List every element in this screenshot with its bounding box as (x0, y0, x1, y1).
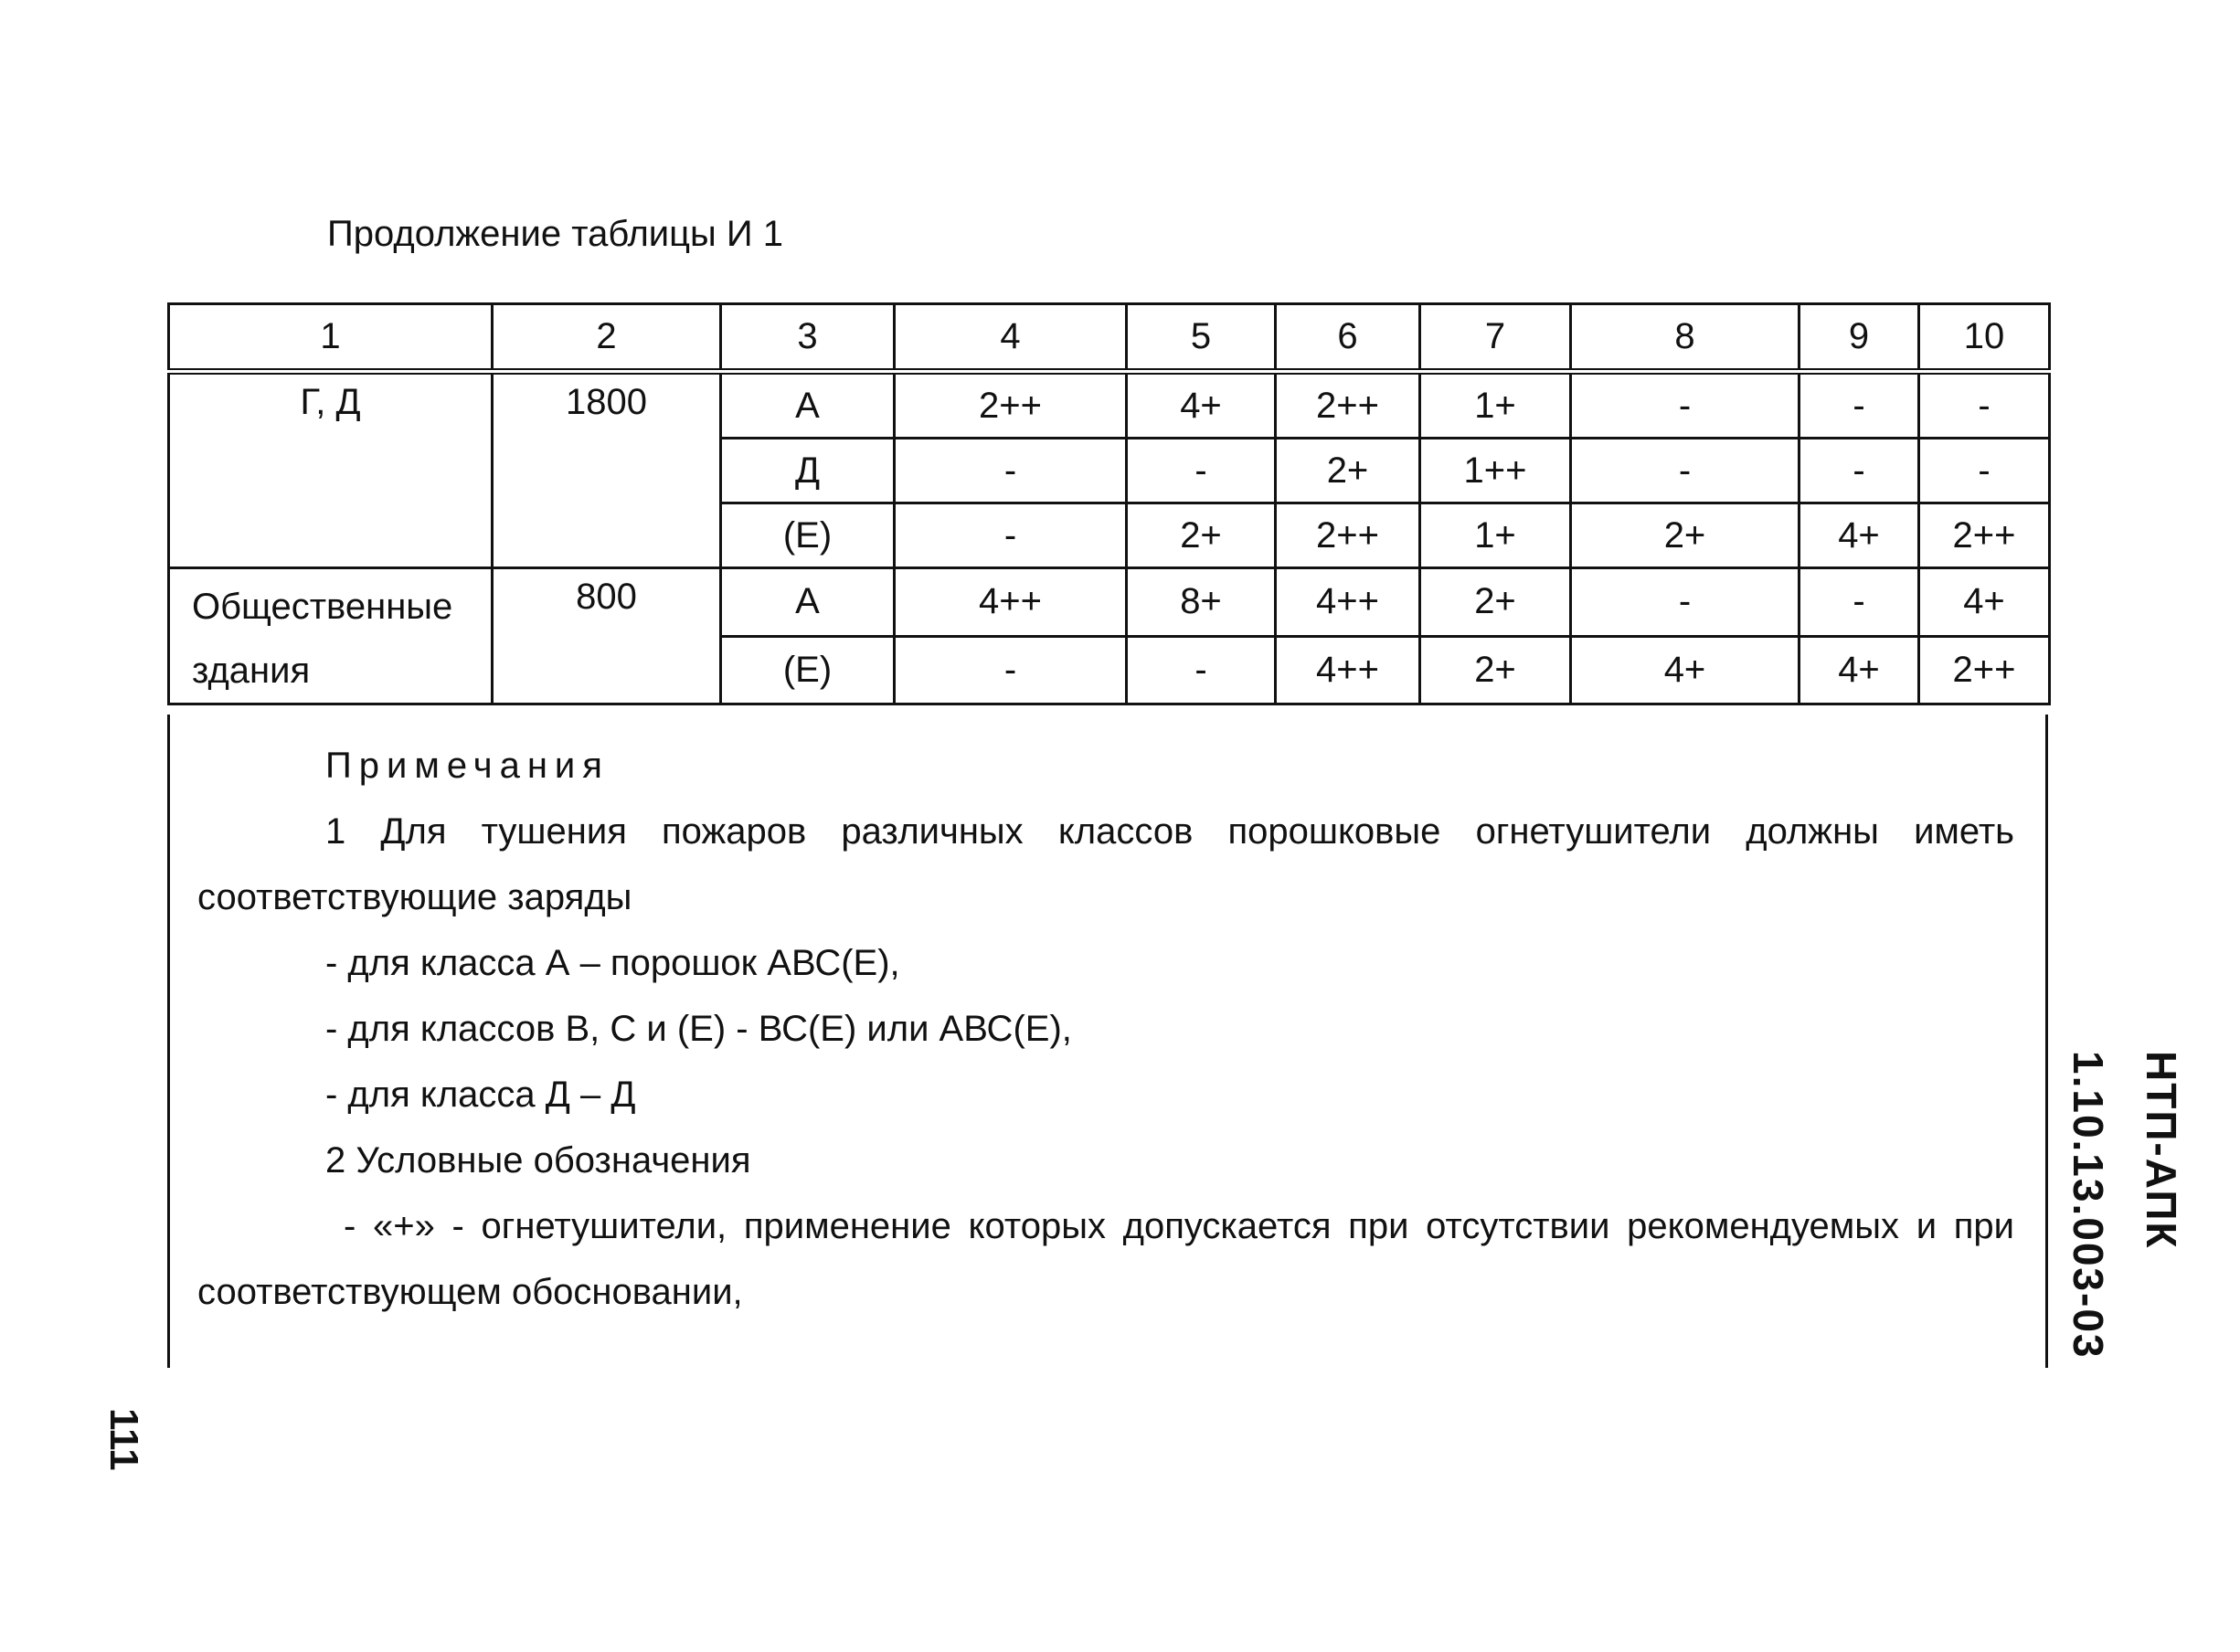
table-cell: - (1799, 568, 1919, 637)
table-cell: 2+ (1420, 636, 1571, 704)
header-cell: 3 (721, 304, 895, 372)
category-cell: Г, Д (169, 372, 493, 568)
note-plus-definition: - «+» - огнетушители, применение которых допускается при отсутствии рекомендуемых и при соответствующем обосновании, (197, 1206, 2014, 1312)
table-cell: 2+ (1571, 503, 1799, 568)
table-cell: - (1919, 372, 2050, 439)
table-cell: 1+ (1420, 503, 1571, 568)
note-line: - для класса А – порошок АВС(Е), (325, 943, 900, 983)
table-cell: 4+ (1127, 372, 1276, 439)
table-cell: - (895, 503, 1127, 568)
note-item-2: 2 Условные обозначения (325, 1140, 751, 1181)
table-cell: 2++ (1276, 372, 1420, 439)
table-caption: Продолжение таблицы И 1 (327, 214, 784, 254)
table-cell: 4++ (895, 568, 1127, 637)
table-cell: 1++ (1420, 439, 1571, 503)
header-cell: 1 (169, 304, 493, 372)
table-cell: 4+ (1799, 636, 1919, 704)
area-cell: 1800 (493, 372, 721, 568)
header-cell: 8 (1571, 304, 1799, 372)
header-cell: 7 (1420, 304, 1571, 372)
table-cell: - (1127, 439, 1276, 503)
header-cell: 10 (1919, 304, 2050, 372)
header-cell: 2 (493, 304, 721, 372)
area-cell: 800 (493, 568, 721, 704)
extinguisher-table (167, 302, 2051, 705)
class-cell: (Е) (721, 636, 895, 704)
table-cell: - (1127, 636, 1276, 704)
table-cell: 8+ (1127, 568, 1276, 637)
table-header-row (169, 304, 2050, 372)
notes-heading: Примечания (325, 746, 610, 786)
table-cell: 1+ (1420, 372, 1571, 439)
table-cell: 2++ (1919, 636, 2050, 704)
table-cell: 2++ (1919, 503, 2050, 568)
note-item-1: 1 Для тушения пожаров различных классов порошковые огнетушители должны иметь соответствующие заряды (197, 811, 2014, 917)
table-cell: - (1571, 568, 1799, 637)
table-cell: - (1571, 372, 1799, 439)
header-cell: 5 (1127, 304, 1276, 372)
table-cell: - (895, 439, 1127, 503)
note-line: - для класса Д – Д (325, 1075, 636, 1115)
table-cell: 4+ (1571, 636, 1799, 704)
table-cell: 2++ (1276, 503, 1420, 568)
class-cell: А (721, 568, 895, 637)
note-line: - для классов В, С и (Е) - ВС(Е) или АВС(Е), (325, 1009, 1072, 1049)
table-cell: - (895, 636, 1127, 704)
notes-section (167, 715, 2048, 1368)
table-cell: - (1571, 439, 1799, 503)
table-row (169, 372, 2050, 439)
table-cell: 4++ (1276, 568, 1420, 637)
header-cell: 6 (1276, 304, 1420, 372)
table-cell: 4+ (1799, 503, 1919, 568)
table-cell: 2+ (1127, 503, 1276, 568)
document-code: НТП-АПК 1.10.13.003-03 (2065, 1051, 2185, 1360)
header-cell: 4 (895, 304, 1127, 372)
table-cell: 4++ (1276, 636, 1420, 704)
table-cell: 2+ (1276, 439, 1420, 503)
table-cell: - (1799, 439, 1919, 503)
table-cell: 4+ (1919, 568, 2050, 637)
page-number: 111 (101, 1407, 146, 1471)
table-cell: 2++ (895, 372, 1127, 439)
class-cell: (Е) (721, 503, 895, 568)
table-cell: - (1799, 372, 1919, 439)
table-cell: 2+ (1420, 568, 1571, 637)
table-cell: - (1919, 439, 2050, 503)
header-cell: 9 (1799, 304, 1919, 372)
class-cell: Д (721, 439, 895, 503)
table-row (169, 568, 2050, 637)
class-cell: А (721, 372, 895, 439)
category-cell: Общественные здания (169, 568, 493, 704)
